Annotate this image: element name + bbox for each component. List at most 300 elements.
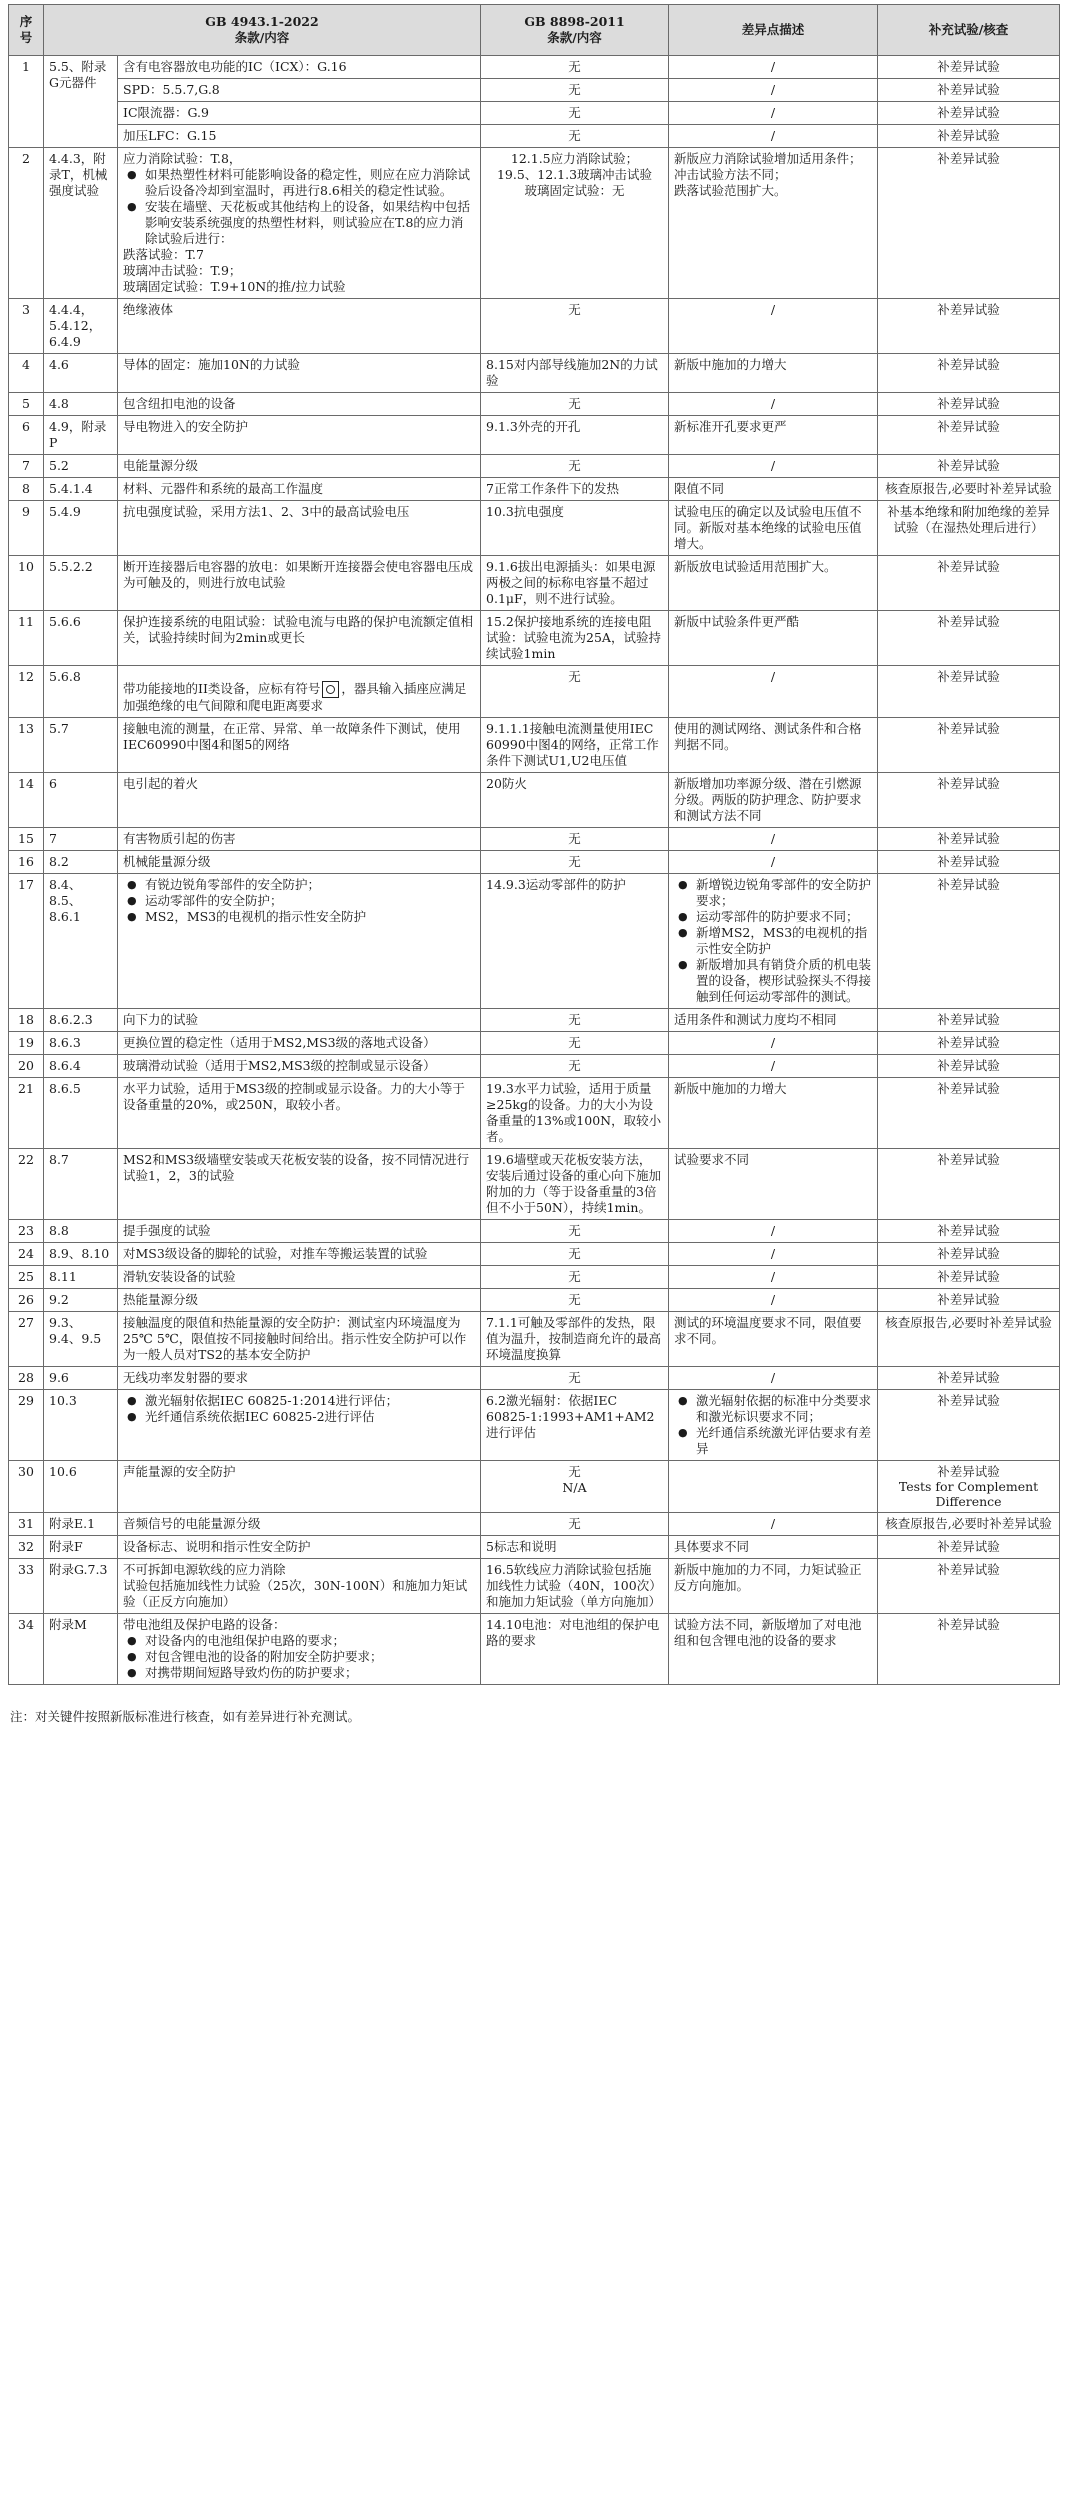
cell-line: 滑轨安装设备的试验 [123, 1269, 236, 1284]
new-standard-content [118, 1536, 481, 1559]
difference-description [669, 666, 878, 718]
bullet-item: ● 对包含锂电池的设备的附加安全防护要求； [145, 1649, 475, 1665]
cell-line: 带电池组及保护电路的设备： [123, 1617, 286, 1632]
clause-number: 10.6 [44, 1461, 118, 1513]
new-standard-content [118, 1009, 481, 1032]
cell-line: 核查原报告,必要时补差异试验 [885, 1516, 1052, 1531]
old-standard-content [481, 718, 669, 773]
cell-line: 补差异试验 [937, 1292, 1000, 1307]
table-row [9, 1078, 1060, 1149]
cell-line: 16.5软线应力消除试验包括施加线性力试验（40N，100次）和施加力矩试验（单方向施加） [486, 1562, 662, 1609]
new-standard-content [118, 501, 481, 556]
clause-number: 附录M [44, 1614, 118, 1685]
cell-line: 适用条件和测试力度均不相同 [674, 1012, 837, 1027]
cell-line: 限值不同 [674, 481, 725, 496]
cell-line: 补差异试验 [937, 1246, 1000, 1261]
cell-line: / [770, 1292, 776, 1307]
cell-line: N/A [562, 1480, 587, 1495]
new-standard-content [118, 666, 481, 718]
cell-line: 补差异试验 [937, 105, 1000, 120]
table-row [9, 478, 1060, 501]
supplementary-test [878, 455, 1060, 478]
row-number: 1 [9, 56, 44, 148]
supplementary-test [878, 851, 1060, 874]
cell-line: 补差异试验 [937, 614, 1000, 629]
cell-line: 冲击试验方法不同； [674, 167, 787, 182]
row-number: 5 [9, 393, 44, 416]
difference-description [669, 299, 878, 354]
supplementary-test [878, 1461, 1060, 1513]
cell-line: 补差异试验 [937, 357, 1000, 372]
clause-number: 6 [44, 773, 118, 828]
cell-line: 音频信号的电能量源分级 [123, 1516, 261, 1531]
old-standard-content [481, 148, 669, 299]
cell-line: 补基本绝缘和附加绝缘的差异试验（在湿热处理后进行） [887, 504, 1050, 535]
supplementary-test [878, 1312, 1060, 1367]
row-number: 7 [9, 455, 44, 478]
new-standard-content [118, 299, 481, 354]
old-standard-content [481, 1312, 669, 1367]
table-row [9, 1289, 1060, 1312]
cell-line: 无 [568, 1464, 581, 1479]
cell-line: 19.6墙壁或天花板安装方法，安装后通过设备的重心向下施加附加的力（等于设备重量的3倍但不小于50N），持续1min。 [486, 1152, 662, 1215]
cell-line: 19.5、12.1.3玻璃冲击试验 [496, 167, 653, 182]
old-standard-content [481, 1220, 669, 1243]
clause-number: 8.4、8.5、8.6.1 [44, 874, 118, 1009]
clause-number: 5.5、附录G元器件 [44, 56, 118, 148]
supplementary-test [878, 1055, 1060, 1078]
clause-number: 附录G.7.3 [44, 1559, 118, 1614]
difference-description [669, 1513, 878, 1536]
cell-line: SPD：5.5.7,G.8 [123, 82, 220, 97]
clause-number: 4.6 [44, 354, 118, 393]
cell-line: 无 [568, 1058, 581, 1073]
new-standard-content [118, 125, 481, 148]
cell-line: 提手强度的试验 [123, 1223, 211, 1238]
cell-line: 应力消除试验：T.8， [123, 151, 242, 166]
difference-description [669, 1559, 878, 1614]
cell-line: IC限流器：G.9 [123, 105, 209, 120]
new-standard-content [118, 851, 481, 874]
cell-line: / [770, 1246, 776, 1261]
bullet-item: ● 激光辐射依据IEC 60825-1:2014进行评估； [145, 1393, 475, 1409]
cell-line: 7正常工作条件下的发热 [486, 481, 619, 496]
table-row [9, 148, 1060, 299]
row-number: 17 [9, 874, 44, 1009]
old-standard-content [481, 773, 669, 828]
supplementary-test [878, 1266, 1060, 1289]
cell-line: / [770, 831, 776, 846]
new-standard-content [118, 611, 481, 666]
old-standard-content [481, 56, 669, 79]
clause-number: 5.6.8 [44, 666, 118, 718]
header-new-standard: GB 4943.1-2022 条款/内容 [44, 5, 481, 56]
table-row [9, 666, 1060, 718]
cell-line: 补差异试验 [937, 82, 1000, 97]
cell-line: / [770, 1516, 776, 1531]
header-difference: 差异点描述 [669, 5, 878, 56]
cell-line: 无 [568, 1292, 581, 1307]
old-standard-content [481, 393, 669, 416]
clause-number: 5.5.2.2 [44, 556, 118, 611]
old-standard-content [481, 851, 669, 874]
supplementary-test [878, 393, 1060, 416]
new-standard-content [118, 556, 481, 611]
difference-description [669, 1289, 878, 1312]
bullet-item: ● 运动零部件的安全防护； [145, 893, 475, 909]
row-number: 13 [9, 718, 44, 773]
cell-line: 玻璃固定试验：T.9+10N的推/拉力试验 [123, 279, 346, 294]
difference-description [669, 79, 878, 102]
table-row [9, 1536, 1060, 1559]
cell-line: 补差异试验 [937, 1152, 1000, 1167]
clause-number: 8.7 [44, 1149, 118, 1220]
row-number: 33 [9, 1559, 44, 1614]
supplementary-test [878, 102, 1060, 125]
cell-line: 具体要求不同 [674, 1539, 750, 1554]
bullet-item: ● 对设备内的电池组保护电路的要求； [145, 1633, 475, 1649]
supplementary-test [878, 828, 1060, 851]
table-row [9, 455, 1060, 478]
clause-number: 4.9，附录P [44, 416, 118, 455]
supplementary-test [878, 1009, 1060, 1032]
cell-line: / [770, 1269, 776, 1284]
row-number: 32 [9, 1536, 44, 1559]
clause-number: 5.4.1.4 [44, 478, 118, 501]
old-standard-content [481, 611, 669, 666]
old-standard-content [481, 1367, 669, 1390]
supplementary-test [878, 1032, 1060, 1055]
new-standard-content [118, 1078, 481, 1149]
supplementary-test [878, 1220, 1060, 1243]
difference-description [669, 851, 878, 874]
cell-line: 补差异试验 [937, 59, 1000, 74]
difference-description [669, 455, 878, 478]
supplementary-test [878, 666, 1060, 718]
new-standard-content [118, 455, 481, 478]
old-standard-content [481, 1559, 669, 1614]
cell-line: / [770, 302, 776, 317]
supplementary-test [878, 1536, 1060, 1559]
cell-line: 10.3抗电强度 [486, 504, 564, 519]
clause-number: 8.6.3 [44, 1032, 118, 1055]
row-number: 15 [9, 828, 44, 851]
cell-line: 无 [568, 1516, 581, 1531]
cell-line: 补差异试验 [937, 831, 1000, 846]
bullet-list [123, 877, 475, 925]
cell-line: / [770, 1058, 776, 1073]
old-standard-content [481, 1614, 669, 1685]
table-row [9, 1009, 1060, 1032]
new-standard-content [118, 1266, 481, 1289]
table-row [9, 718, 1060, 773]
difference-description [669, 1149, 878, 1220]
table-row [9, 1513, 1060, 1536]
cell-line: 绝缘液体 [123, 302, 174, 317]
table-row [9, 125, 1060, 148]
cell-line: 无 [568, 831, 581, 846]
comparison-table [8, 4, 1060, 1685]
cell-line: 14.9.3运动零部件的防护 [486, 877, 626, 892]
new-standard-content [118, 416, 481, 455]
difference-description [669, 611, 878, 666]
old-standard-content [481, 299, 669, 354]
clause-number: 8.6.4 [44, 1055, 118, 1078]
row-number: 14 [9, 773, 44, 828]
clause-number: 5.2 [44, 455, 118, 478]
cell-line: 玻璃冲击试验：T.9； [123, 263, 242, 278]
bullet-item: ● 如果热塑性材料可能影响设备的稳定性，则应在应力消除试验后设备冷却到室温时，再进行8.6相关的稳定性试验。 [145, 167, 475, 199]
cell-line: 跌落试验：T.7 [123, 247, 204, 262]
cell-line: 试验方法不同，新版增加了对电池组和包含锂电池的设备的要求 [674, 1617, 862, 1648]
header-no: 序 号 [9, 5, 44, 56]
cell-line: 试验要求不同 [674, 1152, 750, 1167]
cell-line: 补差异试验 [937, 854, 1000, 869]
cell-line: 补差异试验 [937, 721, 1000, 736]
cell-line: / [770, 396, 776, 411]
cell-line: / [770, 1370, 776, 1385]
cell-line: MS2和MS3级墙壁安装或天花板安装的设备，按不同情况进行试验1，2，3的试验 [123, 1152, 470, 1183]
row-number: 30 [9, 1461, 44, 1513]
supplementary-test [878, 611, 1060, 666]
clause-number: 8.2 [44, 851, 118, 874]
cell-line: 无 [568, 396, 581, 411]
old-standard-content [481, 1055, 669, 1078]
cell-line: 补差异试验 [937, 1393, 1000, 1408]
difference-description [669, 1032, 878, 1055]
cell-line: 新版中施加的力增大 [674, 357, 787, 372]
cell-line: 材料、元器件和系统的最高工作温度 [123, 481, 324, 496]
supplementary-test [878, 125, 1060, 148]
cell-line: 补差异试验 [937, 396, 1000, 411]
supplementary-test [878, 773, 1060, 828]
cell-line: 20防火 [486, 776, 527, 791]
cell-line: 补差异试验 [937, 559, 1000, 574]
bullet-list [123, 1633, 475, 1681]
cell-line: 15.2保护接地系统的连接电阻试验：试验电流为25A，试验持续试验1min [486, 614, 661, 661]
new-standard-content [118, 393, 481, 416]
table-header-row [9, 5, 1060, 56]
cell-line: 7.1.1可触及零部件的发热，限值为温升，按制造商允许的最高环境温度换算 [486, 1315, 662, 1362]
difference-description [669, 1078, 878, 1149]
cell-line: / [770, 1035, 776, 1050]
old-standard-content [481, 1390, 669, 1461]
clause-number: 9.3、9.4、9.5 [44, 1312, 118, 1367]
supplementary-test [878, 416, 1060, 455]
supplementary-test [878, 1390, 1060, 1461]
difference-description [669, 478, 878, 501]
cell-line: / [770, 59, 776, 74]
difference-description [669, 773, 878, 828]
cell-line: 无 [568, 128, 581, 143]
new-standard-content [118, 874, 481, 1009]
old-standard-content [481, 1078, 669, 1149]
clause-number: 4.4.4，5.4.12，6.4.9 [44, 299, 118, 354]
row-number: 10 [9, 556, 44, 611]
cell-line: 接触温度的限值和热能量源的安全防护：测试室内环境温度为25℃ 5℃，限值按不同接触时间给出。指示性安全防护可以作为一般人员对TS2的基本安全防护 [123, 1315, 467, 1362]
table-row [9, 1559, 1060, 1614]
row-number: 29 [9, 1390, 44, 1461]
row-number: 8 [9, 478, 44, 501]
difference-description [669, 828, 878, 851]
old-standard-content [481, 1243, 669, 1266]
old-standard-content [481, 455, 669, 478]
old-standard-content [481, 828, 669, 851]
cell-line: 水平力试验，适用于MS3级的控制或显示设备。力的大小等于设备重量的20%，或250N，取较小者。 [123, 1081, 465, 1112]
row-number: 19 [9, 1032, 44, 1055]
new-standard-content [118, 478, 481, 501]
cell-line: 9.1.3外壳的开孔 [486, 419, 581, 434]
supplementary-test [878, 1078, 1060, 1149]
cell-line: / [770, 669, 776, 684]
cell-line: 补差异试验 [937, 419, 1000, 434]
row-number: 9 [9, 501, 44, 556]
new-standard-content [118, 773, 481, 828]
cell-line: 跌落试验范围扩大。 [674, 183, 787, 198]
cell-line: 无 [568, 458, 581, 473]
difference-description [669, 1390, 878, 1461]
cell-line [123, 669, 475, 714]
supplementary-test [878, 1614, 1060, 1685]
difference-description [669, 148, 878, 299]
clause-number: 附录E.1 [44, 1513, 118, 1536]
old-standard-content [481, 1289, 669, 1312]
bullet-list [123, 167, 475, 247]
new-standard-content [118, 56, 481, 79]
row-number: 22 [9, 1149, 44, 1220]
supplementary-test [878, 1367, 1060, 1390]
cell-text: ，器具输入插座应满足加强绝缘的电气间隙和爬电距离要求 [123, 681, 467, 713]
cell-line: 有害物质引起的伤害 [123, 831, 236, 846]
clause-number: 8.11 [44, 1266, 118, 1289]
cell-line: 5标志和说明 [486, 1539, 557, 1554]
table-row [9, 1149, 1060, 1220]
cell-line: 新版放电试验适用范围扩大。 [674, 559, 837, 574]
old-standard-content [481, 125, 669, 148]
bullet-item: ● 安装在墙壁、天花板或其他结构上的设备，如果结构中包括影响安装系统强度的热塑性材料，则试验应在T.8的应力消除试验后进行： [145, 199, 475, 247]
clause-number: 8.6.2.3 [44, 1009, 118, 1032]
difference-description [669, 1614, 878, 1685]
cell-line: / [770, 458, 776, 473]
supplementary-test [878, 299, 1060, 354]
clause-number: 4.8 [44, 393, 118, 416]
cell-line: 对MS3级设备的脚轮的试验，对推车等搬运装置的试验 [123, 1246, 428, 1261]
difference-description [669, 102, 878, 125]
header-supplementary: 补充试验/核查 [878, 5, 1060, 56]
cell-line: 无 [568, 854, 581, 869]
row-number: 25 [9, 1266, 44, 1289]
bullet-item: ● 激光辐射依据的标准中分类要求和激光标识要求不同； [696, 1393, 872, 1425]
old-standard-content [481, 874, 669, 1009]
supplementary-test [878, 556, 1060, 611]
table-row [9, 393, 1060, 416]
cell-line: 补差异试验 [937, 669, 1000, 684]
cell-line: 新版应力消除试验增加适用条件； [674, 151, 862, 166]
cell-text: 带功能接地的II类设备，应标有符号 [123, 681, 321, 696]
cell-line: 断开连接器后电容器的放电：如果断开连接器会使电容器电压成为可触及的，则进行放电试验 [123, 559, 474, 590]
clause-number: 8.6.5 [44, 1078, 118, 1149]
cell-line: 补差异试验 [937, 1464, 1000, 1479]
new-standard-content [118, 1390, 481, 1461]
cell-line: 新版中试验条件更严酷 [674, 614, 800, 629]
row-number: 3 [9, 299, 44, 354]
cell-line: 不可拆卸电源软线的应力消除 [123, 1562, 286, 1577]
row-number: 21 [9, 1078, 44, 1149]
table-row [9, 828, 1060, 851]
cell-line: 无 [568, 1269, 581, 1284]
old-standard-content [481, 1149, 669, 1220]
table-row [9, 1461, 1060, 1513]
cell-line: 无 [568, 669, 581, 684]
old-standard-content [481, 1009, 669, 1032]
cell-line: 玻璃固定试验：无 [524, 183, 625, 198]
new-standard-content [118, 1220, 481, 1243]
bullet-item: ● MS2，MS3的电视机的指示性安全防护 [145, 909, 475, 925]
clause-number: 9.6 [44, 1367, 118, 1390]
table-row [9, 1055, 1060, 1078]
cell-line: 向下力的试验 [123, 1012, 199, 1027]
table-row [9, 1220, 1060, 1243]
difference-description [669, 1312, 878, 1367]
cell-line: 补差异试验 [937, 1058, 1000, 1073]
difference-description [669, 125, 878, 148]
new-standard-content [118, 1032, 481, 1055]
difference-description [669, 501, 878, 556]
table-row [9, 1243, 1060, 1266]
bullet-item: ● 新增MS2，MS3的电视机的指示性安全防护 [696, 925, 872, 957]
difference-description [669, 718, 878, 773]
cell-line: / [770, 1223, 776, 1238]
old-standard-content [481, 556, 669, 611]
cell-line: 8.15对内部导线施加2N的力试验 [486, 357, 658, 388]
cell-line: 抗电强度试验，采用方法1、2、3中的最高试验电压 [123, 504, 410, 519]
row-number: 23 [9, 1220, 44, 1243]
cell-line: 新版增加功率源分级、潜在引燃源分级。两版的防护理念、防护要求和测试方法不同 [674, 776, 862, 823]
old-standard-content [481, 354, 669, 393]
cell-line: / [770, 128, 776, 143]
cell-line: 补差异试验 [937, 1223, 1000, 1238]
difference-description [669, 874, 878, 1009]
table-row [9, 874, 1060, 1009]
bullet-item: ● 光纤通信系统依据IEC 60825-2进行评估 [145, 1409, 475, 1425]
cell-line: 9.1.6拔出电源插头：如果电源两极之间的标称电容量不超过0.1μF，则不进行试验。 [486, 559, 656, 606]
cell-line: 补差异试验 [937, 1269, 1000, 1284]
cell-line: 补差异试验 [937, 1562, 1000, 1577]
cell-line: 无 [568, 1035, 581, 1050]
difference-description [669, 393, 878, 416]
clause-number: 5.6.6 [44, 611, 118, 666]
cell-line: / [770, 854, 776, 869]
difference-description [669, 1220, 878, 1243]
cell-line: 设备标志、说明和指示性安全防护 [123, 1539, 311, 1554]
new-standard-content [118, 1559, 481, 1614]
new-standard-content [118, 718, 481, 773]
table-row [9, 56, 1060, 79]
clause-number: 附录F [44, 1536, 118, 1559]
new-standard-content [118, 1055, 481, 1078]
cell-line: 无 [568, 82, 581, 97]
old-standard-content [481, 478, 669, 501]
supplementary-test [878, 501, 1060, 556]
new-standard-content [118, 828, 481, 851]
cell-line: 更换位置的稳定性（适用于MS2,MS3级的落地式设备） [123, 1035, 436, 1050]
table-row [9, 354, 1060, 393]
cell-line: 19.3水平力试验，适用于质量≥25kg的设备。力的大小为设备重量的13%或100N，取较小者。 [486, 1081, 662, 1144]
clause-number: 4.4.3，附录T，机械强度试验 [44, 148, 118, 299]
cell-line: 无 [568, 302, 581, 317]
cell-line: 补差异试验 [937, 1081, 1000, 1096]
table-row [9, 1032, 1060, 1055]
